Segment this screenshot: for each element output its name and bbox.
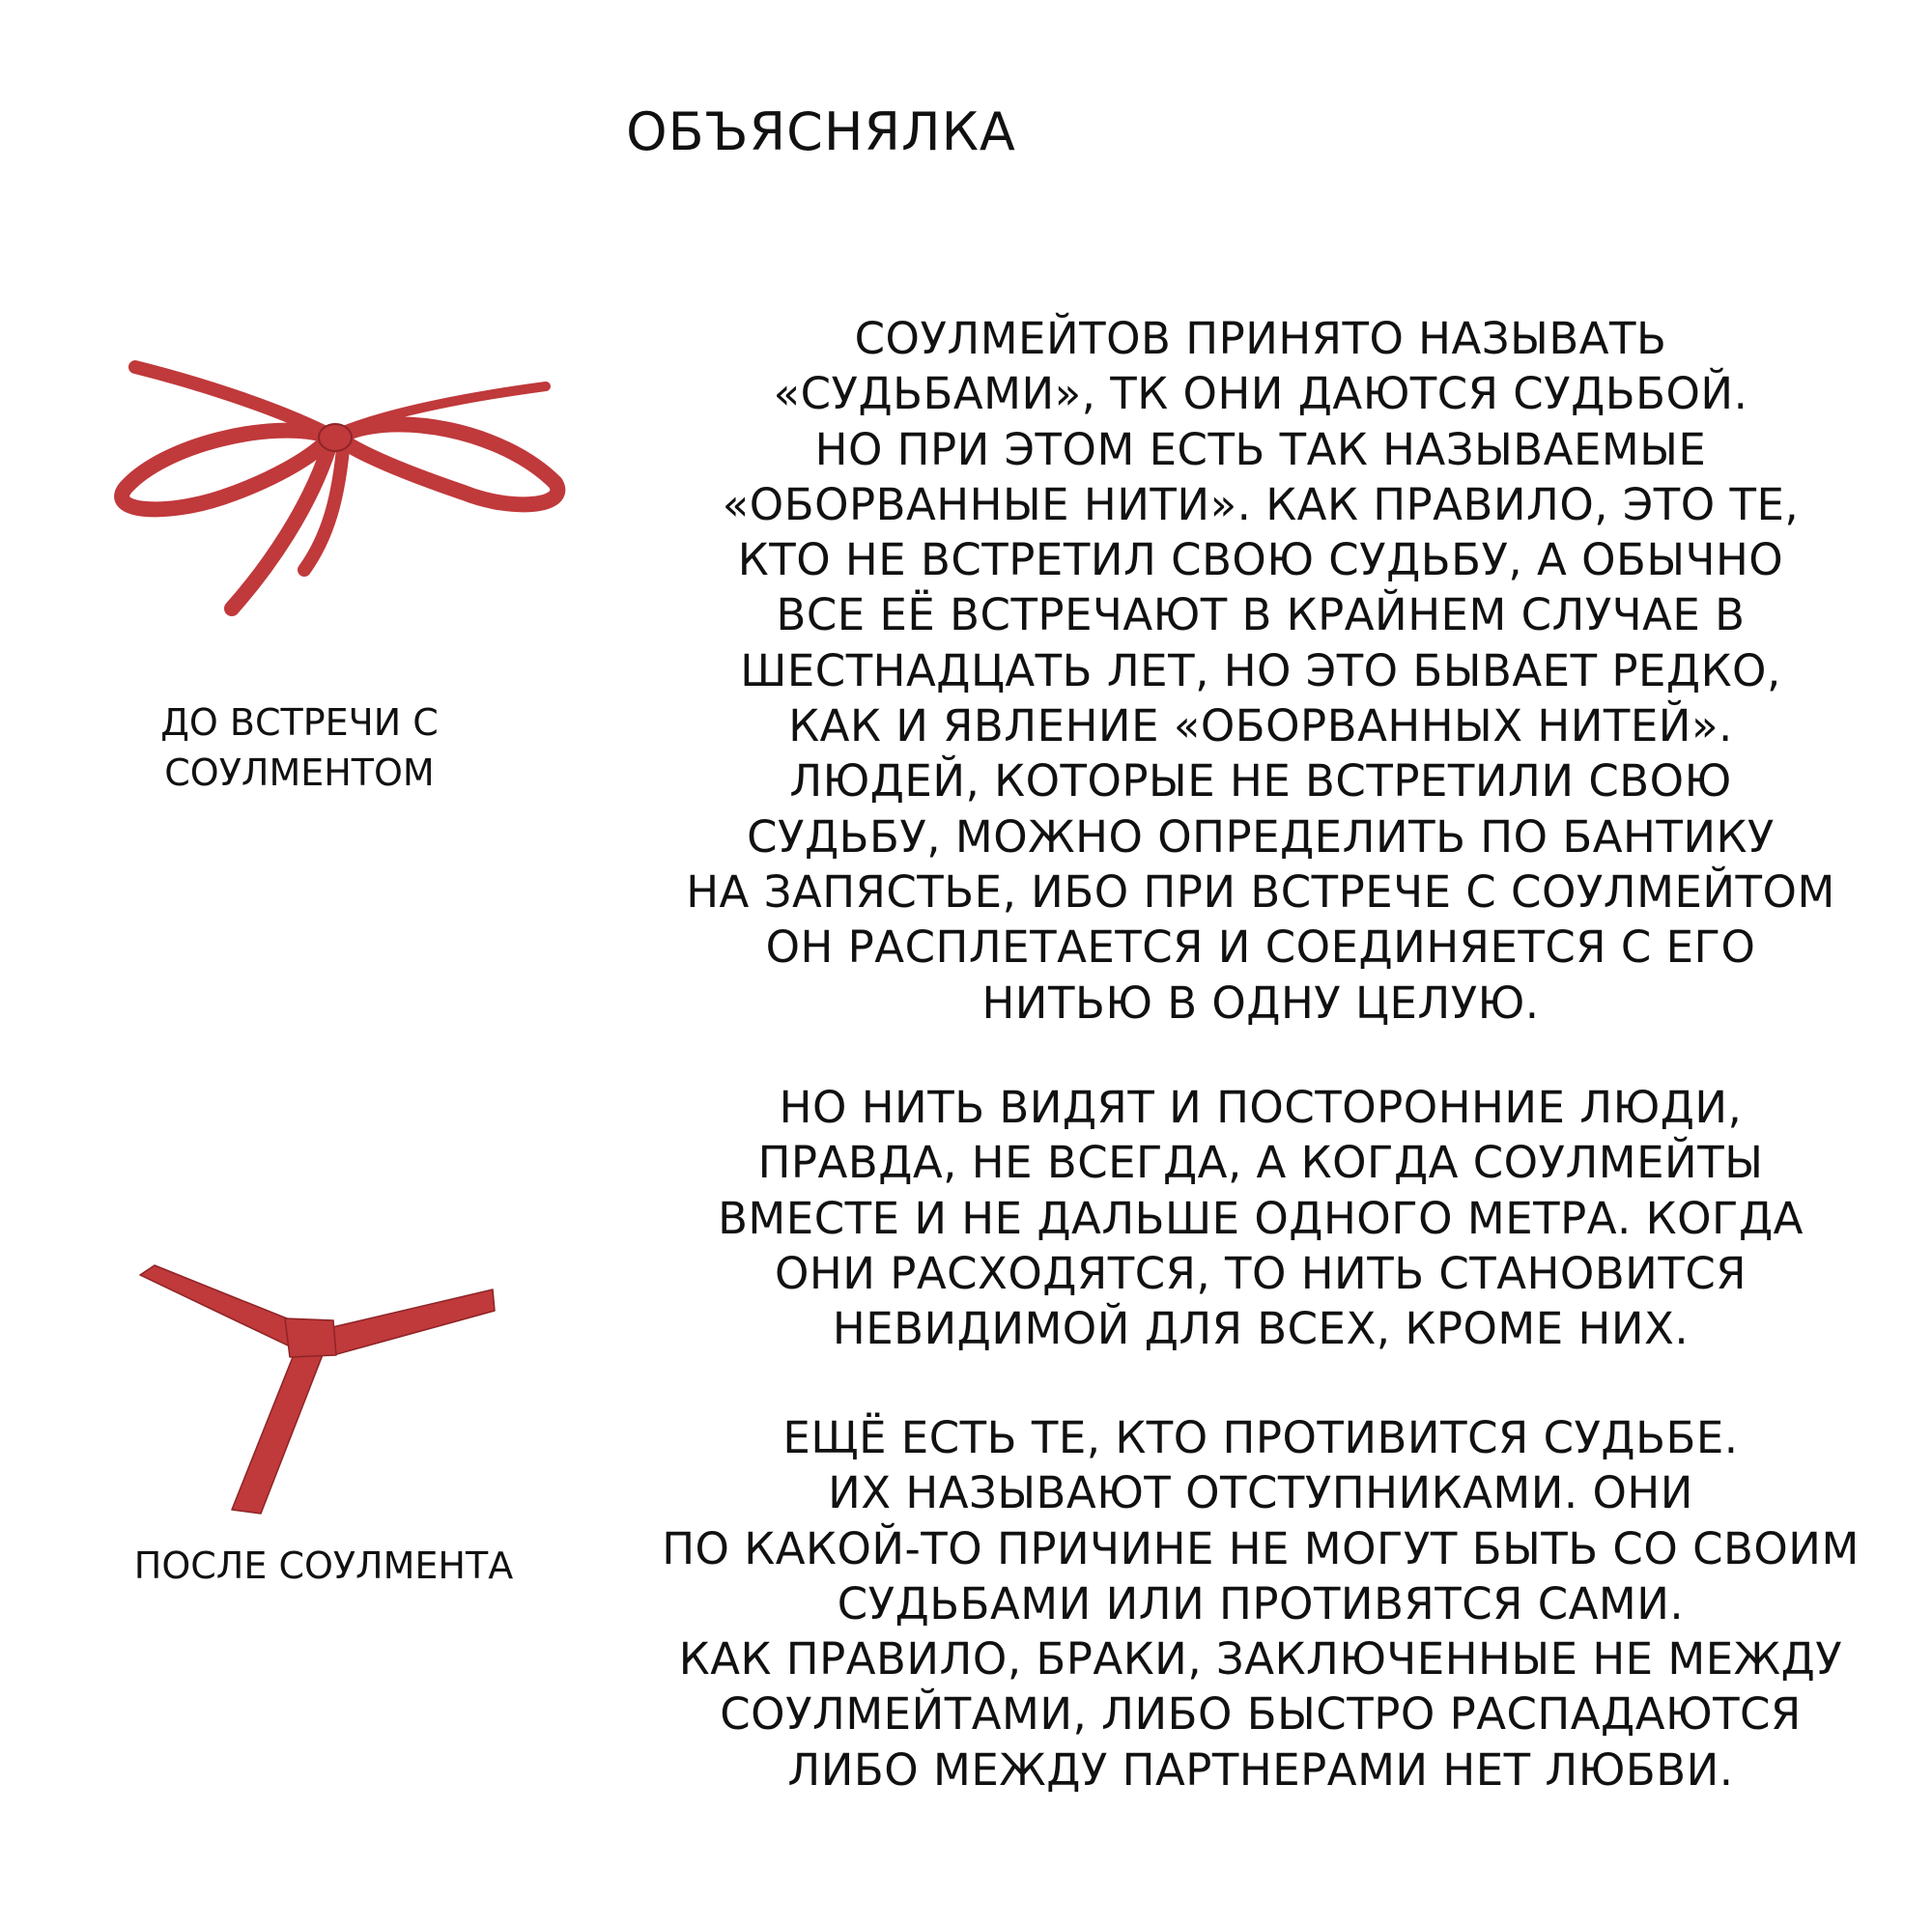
paragraph-fates	[618, 311, 1903, 1031]
text-line: ЕЩЁ ЕСТЬ ТЕ, КТО ПРОТИВИТСЯ СУДЬБЕ.	[782, 1412, 1739, 1463]
text-line: «СУДЬБАМИ», ТК ОНИ ДАЮТСЯ СУДЬБОЙ.	[773, 368, 1748, 420]
text-line: НА ЗАПЯСТЬЕ, ИБО ПРИ ВСТРЕЧЕ С СОУЛМЕЙТОМ	[686, 865, 1835, 918]
text-line: ПО КАКОЙ-ТО ПРИЧИНЕ НЕ МОГУТ БЫТЬ СО СВОИМ	[662, 1522, 1860, 1574]
text-line: ШЕСТНАДЦАТЬ ЛЕТ, НО ЭТО БЫВАЕТ РЕДКО,	[740, 644, 1781, 696]
caption-before-meeting	[116, 697, 483, 798]
caption-line: ПОСЛЕ СОУЛМЕНТА	[133, 1544, 514, 1587]
text-line: СУДЬБУ, МОЖНО ОПРЕДЕЛИТЬ ПО БАНТИКУ	[747, 810, 1775, 863]
text-line: КТО НЕ ВСТРЕТИЛ СВОЮ СУДЬБУ, А ОБЫЧНО	[737, 534, 1784, 586]
text-line: КАК И ЯВЛЕНИЕ «ОБОРВАННЫХ НИТЕЙ».	[788, 700, 1733, 752]
page-title: ОБЪЯСНЯЛКА	[626, 101, 1016, 162]
text-line: ОН РАСПЛЕТАЕТСЯ И СОЕДИНЯЕТСЯ С ЕГО	[765, 921, 1756, 974]
text-line: ЛИБО МЕЖДУ ПАРТНЕРАМИ НЕТ ЛЮБВИ.	[787, 1743, 1734, 1796]
paragraph-apostates	[618, 1410, 1903, 1798]
text-line: ВМЕСТЕ И НЕ ДАЛЬШЕ ОДНОГО МЕТРА. КОГДА	[718, 1192, 1804, 1244]
text-line: НО ПРИ ЭТОМ ЕСТЬ ТАК НАЗЫВАЕМЫЕ	[814, 423, 1707, 475]
text-line: СУДЬБАМИ ИЛИ ПРОТИВЯТСЯ САМИ.	[837, 1577, 1685, 1629]
text-line: ИХ НАЗЫВАЮТ ОТСТУПНИКАМИ. ОНИ	[828, 1467, 1693, 1519]
text-line: СОУЛМЕЙТАМИ, ЛИБО БЫСТРО РАСПАДАЮТСЯ	[720, 1688, 1802, 1741]
joined-ribbon-icon	[135, 1260, 502, 1521]
paragraph-visibility	[618, 1080, 1903, 1356]
text-line: ЛЮДЕЙ, КОТОРЫЕ НЕ ВСТРЕТИЛИ СВОЮ	[789, 755, 1732, 807]
text-line: ПРАВДА, НЕ ВСЕГДА, А КОГДА СОУЛМЕЙТЫ	[757, 1137, 1764, 1189]
text-line: НЕВИДИМОЙ ДЛЯ ВСЕХ, КРОМЕ НИХ.	[832, 1303, 1690, 1355]
text-line: НИТЬЮ В ОДНУ ЦЕЛУЮ.	[981, 977, 1540, 1029]
caption-after-meeting	[97, 1541, 551, 1591]
text-line: НО НИТЬ ВИДЯТ И ПОСТОРОННИЕ ЛЮДИ,	[779, 1082, 1743, 1133]
ribbon-bow-icon	[106, 353, 589, 652]
text-line: ВСЕ ЕЁ ВСТРЕЧАЮТ В КРАЙНЕМ СЛУЧАЕ В	[776, 589, 1746, 641]
text-line: «ОБОРВАННЫЕ НИТИ». КАК ПРАВИЛО, ЭТО ТЕ,	[722, 478, 1800, 530]
caption-line: ДО ВСТРЕЧИ С	[160, 701, 439, 744]
caption-line: СОУЛМЕНТОМ	[164, 751, 435, 794]
text-line: КАК ПРАВИЛО, БРАКИ, ЗАКЛЮЧЕННЫЕ НЕ МЕЖДУ	[678, 1633, 1843, 1685]
text-line: СОУЛМЕЙТОВ ПРИНЯТО НАЗЫВАТЬ	[854, 313, 1667, 364]
text-line: ОНИ РАСХОДЯТСЯ, ТО НИТЬ СТАНОВИТСЯ	[774, 1247, 1747, 1299]
